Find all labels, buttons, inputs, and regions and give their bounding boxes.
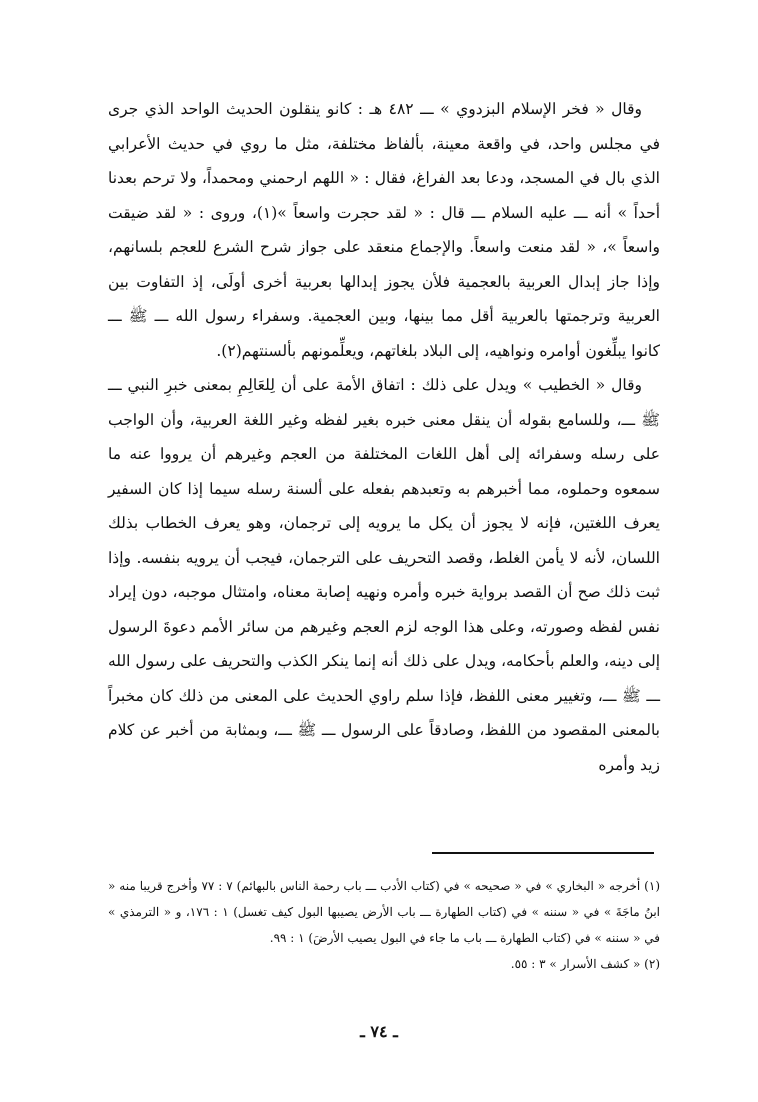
footnotes [108, 873, 660, 977]
main-text [108, 92, 660, 782]
paragraph-khatib: وقال « الخطيب » ويدل على ذلك : اتفاق الأمة على أن لِلعَالِمِ بمعنى خبرِ النبي ـــ ﷺ ـــ، وللسامع بقوله أن ينقل معنى خبره بغير لفظه وغير اللغة العربية، وأن الواجب على رسله وسفرائه إلى أهل اللغات المختلفة من العجم وغيرهم أن يرووا عنه ما سمعوه وحملوه، مما أخبرهم به وتعبدهم بفعله على ألسنة رسله سيما إذا كان السفير يعرف اللغتين، فإنه لا يجوز أن يكل ما يرويه إلى ترجمان، وهو يعرف الخطاب بذلك اللسان، لأنه لا يأمن الغلط، وقصد التحريف على الترجمان، فيجب أن يرويه بنفسه. وإذا ثبت ذلك صح أن القصد برواية خبره وأمره ونهيه إصابة معناه، وامتثال موجبه، دون إيراد نفس لفظه وصورته، وعلى هذا الوجه لزم العجم وغيرهم من سائر الأمم دعوةَ الرسول إلى دينه، والعلم بأحكامه، ويدل على ذلك أنه إنما ينكر الكذب والتحريف على رسول الله ـــ ﷺ ـــ، وتغيير معنى اللفظ، فإذا سلم راوي الحديث على المعنى من ذلك كان مخبراً بالمعنى المقصود من اللفظ، وصادقاً على الرسول ـــ ﷺ ـــ، وبمثابة من أخبر عن كلام زيد وأمره [108, 376, 660, 774]
footnote-separator [432, 852, 654, 854]
footnote-1: (١) أخرجه « البخاري » في « صحيحه » في (كتاب الأدب ـــ باب رحمة الناس بالبهائم) ٧ : ٧٧ وأخرج قريبا منه « ابنُ ماجَةَ » في « سننه » في (كتاب الطهارة ـــ باب الأرض يصيبها البول كيف تغسل) ١ : ١٧٦، و « الترمذي » في « سننه » في (كتاب الطهارة ـــ باب ما جاء في البول يصيب الأرضَ) ١ : ٩٩. [108, 879, 661, 945]
footnote-2: (٢) « كشف الأسرار » ٣ : ٥٥. [510, 957, 660, 971]
paragraph-bazdawi: وقال « فخر الإسلام البزدوي » ـــ ٤٨٢ هـ : كانو ينقلون الحديث الواحد الذي جرى في مجلس واحد، في واقعة معينة، بألفاظ مختلفة، مثل ما روي في حديث الأعرابي الذي بال في المسجد، ودعا بعد الفراغ، فقال : « اللهم ارحمني ومحمداً، ولا ترحم بعدنا أحداً » أنه ـــ عليه السلام ـــ قال : « لقد حجرت واسعاً »(١)، وروى : « لقد ضيقت واسعاً »، « لقد منعت واسعاً. والإجماع منعقد على جواز شرح الشرع للعجم بلسانهم، وإذا جاز إبدال العربية بالعجمية فلأن يجوز إبدالها بعربية أخرى أولَى، إذ التفاوت بين العربية وترجمتها بالعربية أقل مما بينها، وبين العجمية. وسفراء رسول الله ـــ ﷺ ـــ كانوا يبلِّغون أوامره ونواهيه، إلى البلاد بلغاتهم، ويعلِّمونهم بألسنتهم(٢). [108, 100, 661, 360]
page-number: ـ ٧٤ ـ [360, 1022, 398, 1041]
